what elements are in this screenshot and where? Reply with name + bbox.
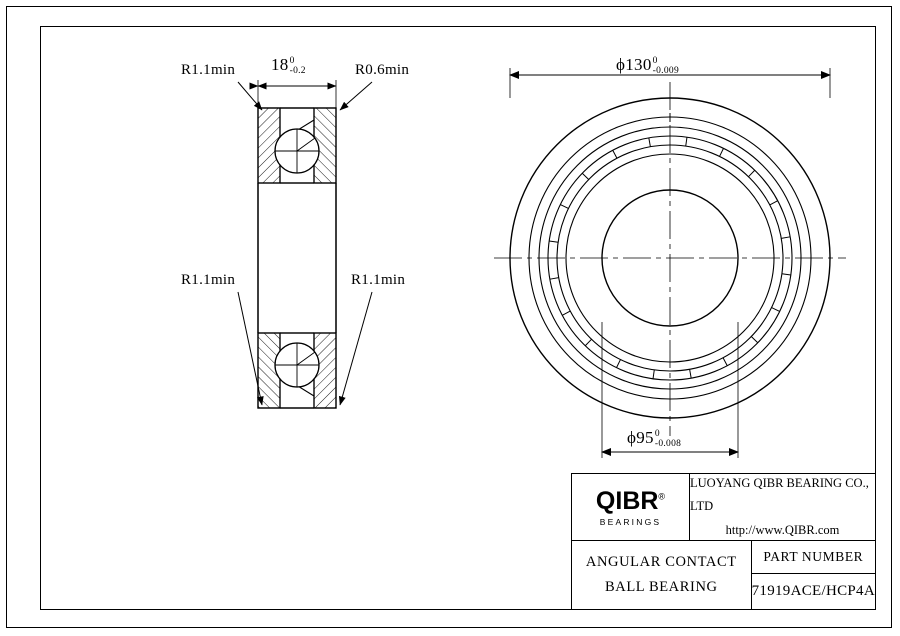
logo-subtext: BEARINGS	[599, 517, 662, 527]
front-view	[494, 82, 846, 436]
radius-label-bottom-right: R1.1min	[351, 272, 406, 288]
bore-diameter-label: ϕ95 0 -0.008	[627, 428, 682, 449]
product-description	[572, 541, 752, 609]
title-block-body	[572, 540, 875, 609]
section-view	[258, 108, 336, 408]
width-dimension-label: 18 0 -0.2	[271, 55, 306, 76]
outer-diameter-label: ϕ130 0 -0.009	[616, 55, 679, 76]
radius-label-top-left: R1.1min	[181, 62, 236, 78]
title-block-header	[572, 474, 875, 540]
part-number-block	[752, 541, 875, 609]
radius-label-bottom-left: R1.1min	[181, 272, 236, 288]
ball-top	[275, 129, 319, 173]
product-description-line1: ANGULAR CONTACT	[585, 553, 737, 570]
part-number-label: PART NUMBER	[752, 541, 875, 574]
company-info	[690, 474, 875, 540]
title-block	[571, 473, 876, 610]
bore-gap	[258, 183, 336, 333]
radius-label-top-right: R0.6min	[355, 62, 410, 78]
company-name: LUOYANG QIBR BEARING CO., LTD	[690, 476, 869, 514]
logo-text: QIBR®	[595, 487, 666, 515]
part-number-value: 71919ACE/HCP4A	[751, 583, 875, 599]
company-logo	[572, 474, 690, 540]
product-description-line2: BALL BEARING	[605, 579, 718, 595]
registered-trademark-icon: ®	[658, 491, 666, 502]
ball-bottom	[275, 343, 319, 387]
company-website[interactable]: http://www.QIBR.com	[725, 522, 840, 537]
